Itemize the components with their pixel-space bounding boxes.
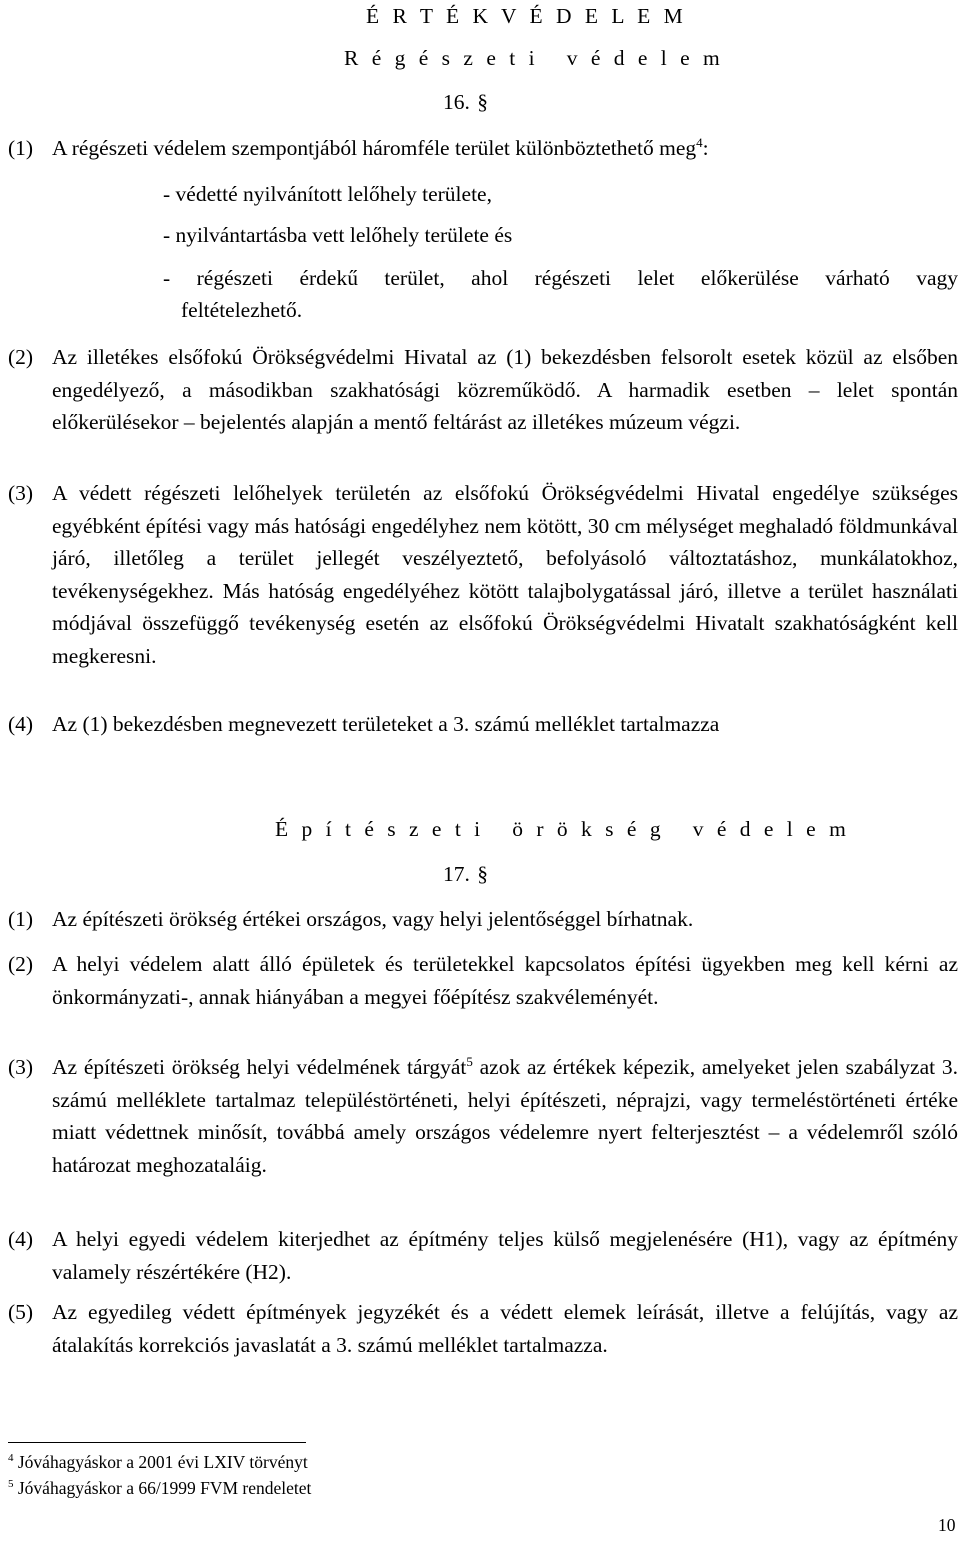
- list-item: - védetté nyilvánított lelőhely területe,: [163, 182, 492, 206]
- architecture-section-number: 17. §: [443, 862, 488, 886]
- paragraph-number: (2): [8, 345, 34, 369]
- section17-paragraph-5: (5) Az egyedileg védett építmények jegyzékét és a védett elemek leírását, illetve a felújítás, vagy az átalakítás korrekciós javaslatát a 3. számú melléklet tartalmazza.: [8, 1296, 958, 1361]
- paragraph-number: (4): [8, 712, 34, 736]
- archaeology-heading: R é g é s z e t i v é d e l e m: [344, 46, 724, 70]
- footnote-reference-4: 4: [696, 134, 703, 150]
- list-item-continuation: feltételezhető.: [181, 298, 303, 322]
- footnote-4: $^4$ Jóváhagyáskor a 2001 évi LXIV törvényt: [8, 1452, 308, 1472]
- paragraph-number: (5): [8, 1300, 34, 1324]
- paragraph-number: (1): [8, 907, 34, 931]
- section16-paragraph-2: (2) Az illetékes elsőfokú Örökségvédelmi Hivatal az (1) bekezdésben felsorolt esetek közül az elsőben engedélyező, a másodikban szakhatósági közreműködő. A harmadik esetben – lelet spontán előkerülésekor – bejelentés alapján a mentő feltárást az illetékes múzeum végzi.: [8, 341, 958, 439]
- section17-paragraph-4: (4) A helyi egyedi védelem kiterjedhet az építmény teljes külső megjelenésére (H1), vagy az építmény valamely részértékére (H2).: [8, 1223, 958, 1288]
- architecture-heading: É p í t é s z e t i ö r ö k s é g v é d e l e m: [275, 817, 850, 841]
- section17-paragraph-3: (3) Az építészeti örökség helyi védelmének tárgyát$^5$ azok az értékek képezik, amelyeket jelen szabályzat 3. számú melléklete tartalmaz településtörténeti, helyi építészeti, néprajzi, vagy termeléstörténeti értéke miatt védettnek minősít, továbbá amely országos védelemre nyert felterjesztést – a védelemről szóló határozat meghozataláig.: [8, 1051, 958, 1181]
- section16-paragraph-3: (3) A védett régészeti lelőhelyek területén az elsőfokú Örökségvédelmi Hivatal engedélye szükséges egyébként építési vagy más hatósági engedélyhez nem kötött, 30 cm mélységet meghaladó földmunkával járó, illetőleg a terület jellegét veszélyeztető, befolyásoló változtatáshoz, munkálatokhoz, tevékenységekhez. Más hatóság engedélyéhez kötött talajbolygatással járó, illetve a terület használati módjával összefüggő tevékenység esetén az elsőfokú Örökségvédelmi Hivatalt szakhatóságként kell megkeresni.: [8, 477, 958, 672]
- footnote-reference-5: 5: [466, 1053, 473, 1069]
- paragraph-number: (3): [8, 1055, 34, 1079]
- paragraph-number: (2): [8, 952, 34, 976]
- section17-paragraph-2: (2) A helyi védelem alatt álló épületek és területekkel kapcsolatos építési ügyekben meg kell kérni az önkormányzati-, annak hiányában a megyei főépítész szakvéleményét.: [8, 948, 958, 1013]
- section17-paragraph-1: (1) Az építészeti örökség értékei országos, vagy helyi jelentőséggel bírhatnak.: [8, 903, 958, 936]
- page-number: 10: [938, 1515, 956, 1535]
- footnote-5: $^5$ Jóváhagyáskor a 66/1999 FVM rendeletet: [8, 1478, 312, 1498]
- paragraph-number: (3): [8, 481, 34, 505]
- archaeology-section-number: 16. §: [443, 90, 488, 114]
- section16-paragraph-4: (4) Az (1) bekezdésben megnevezett területeket a 3. számú melléklet tartalmazza: [8, 708, 958, 741]
- section-sign-icon: §: [477, 862, 488, 886]
- paragraph-number: (1): [8, 136, 34, 160]
- main-heading: É R T É K V É D E L E M: [366, 4, 687, 28]
- section-sign-icon: §: [477, 90, 488, 114]
- list-item: - nyilvántartásba vett lelőhely területe és: [163, 223, 513, 247]
- list-item: - régészeti érdekű terület, ahol régészeti lelet előkerülése várható vagy: [163, 266, 958, 290]
- section16-paragraph-1: (1) A régészeti védelem szempontjából háromféle terület különböztethető meg$^4$:: [8, 132, 958, 165]
- paragraph-number: (4): [8, 1227, 34, 1251]
- footnote-separator: [8, 1442, 306, 1443]
